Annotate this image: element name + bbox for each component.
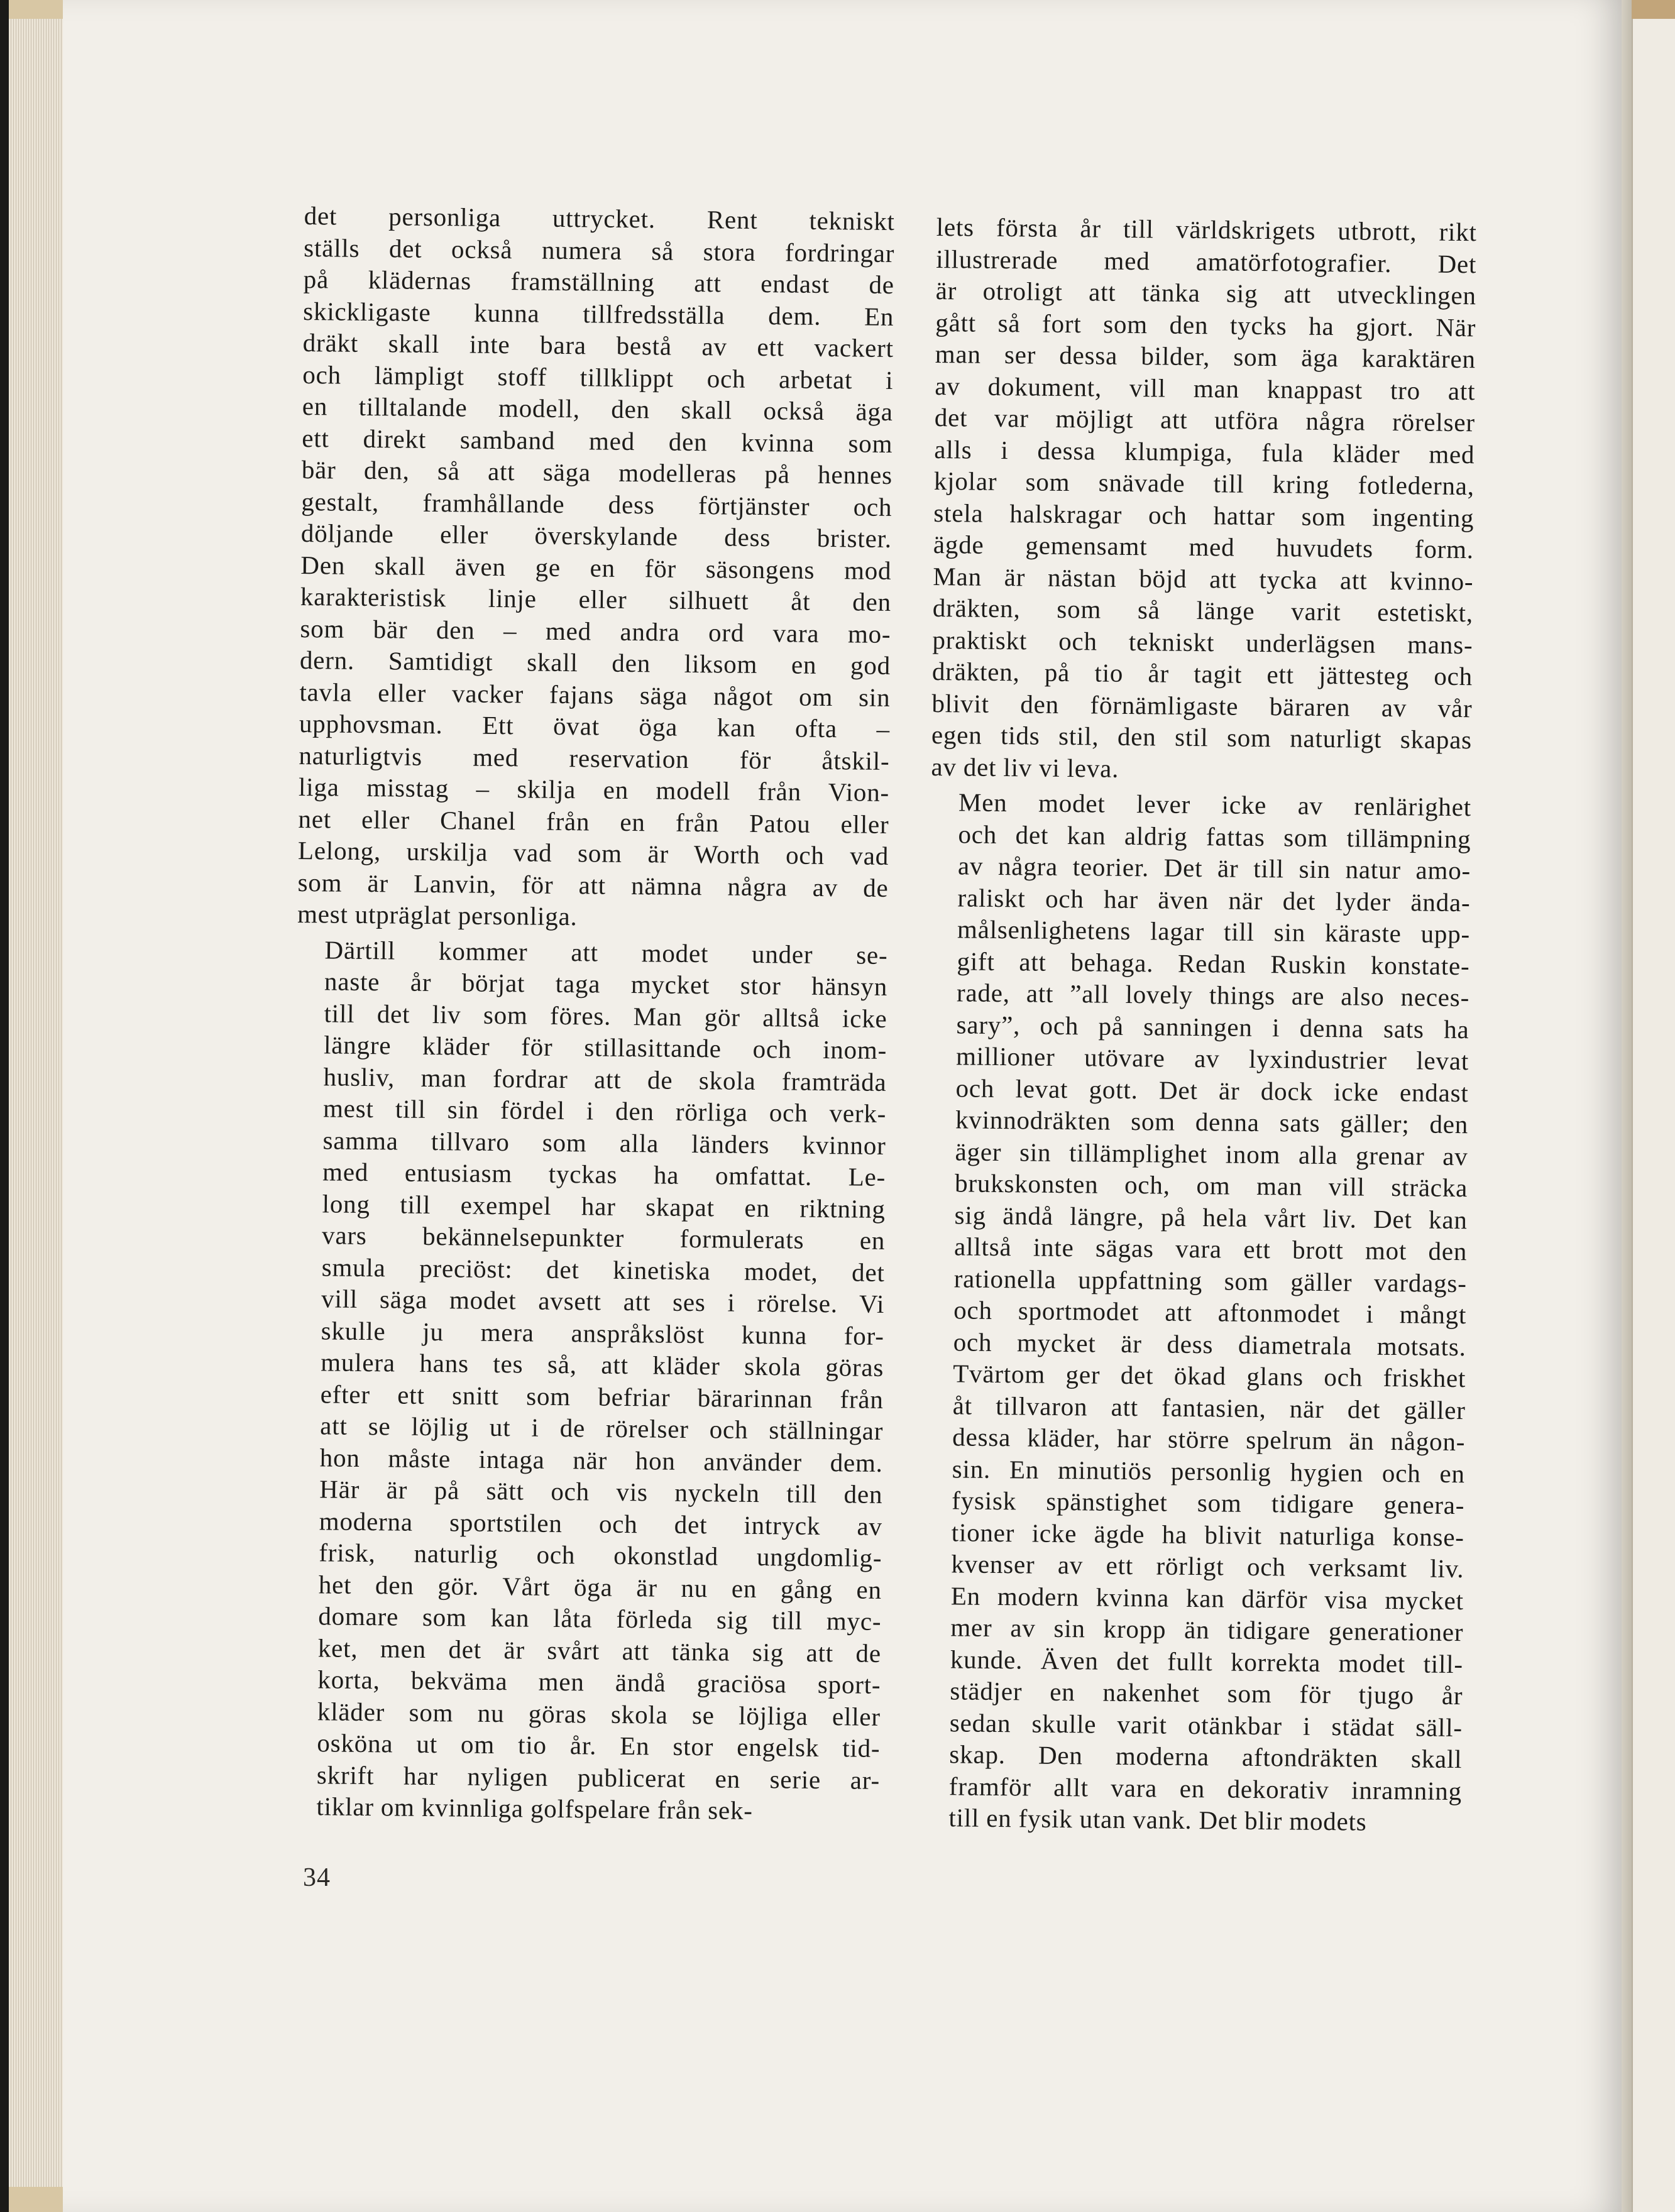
text-line: Därtill kommer att modet under se- (324, 934, 888, 970)
text-line: skap. Den moderna aftondräkten skall (949, 1739, 1463, 1774)
text-line: tiklar om kvinnliga golfspelare från sek- (316, 1792, 753, 1825)
text-line: som bär den – med andra ord vara mo- (300, 613, 891, 649)
paragraph (288, 933, 888, 1827)
text-line: karakteristisk linje eller silhuett åt den (300, 581, 892, 616)
text-line: mer av sin kropp än tidigare generationer (950, 1612, 1464, 1647)
text-line: målsenlighetens lagar till sin käraste upp- (957, 914, 1471, 949)
text-line: hon måste intaga när hon använder dem. (319, 1442, 883, 1477)
text-line: dräkten, på tio år tagit ett jättesteg och (931, 656, 1473, 691)
text-line: samma tillvaro som alla länders kvinnor (322, 1125, 886, 1160)
text-line: skulle ju mera anspråkslöst kunna for- (321, 1315, 884, 1350)
text-line: av det liv vi leva. (931, 752, 1119, 783)
text-line: kläder som nu göras skola se löjliga eller (317, 1696, 881, 1731)
text-line: ägde gemensamt med huvudets form. (933, 529, 1475, 564)
text-line: praktiskt och tekniskt underlägsen mans- (932, 625, 1473, 659)
text-line: det personliga uttrycket. Rent tekniskt (304, 200, 895, 236)
text-line: upphovsman. Ett övat öga kan ofta – (299, 708, 891, 743)
text-line: mulera hans tes så, att kläder skola göras (321, 1347, 884, 1382)
text-line: är otroligt att tänka sig att utvecklingen (935, 275, 1476, 310)
text-line: Man är nästan böjd att tycka att kvinno- (933, 561, 1474, 596)
text-line: dern. Samtidigt skall den liksom en god (299, 645, 891, 680)
text-line: av dokument, vill man knappast tro att (935, 371, 1476, 405)
text-line: Här är på sätt och vis nyckeln till den (319, 1474, 883, 1509)
text-line: efter ett snitt som befriar bärarinnan från (320, 1379, 884, 1414)
text-line: egen tids stil, den stil som naturligt skapas (931, 720, 1473, 755)
text-line: ett direkt samband med den kvinna som (302, 423, 893, 458)
text-line: av några teorier. Det är till sin natur amo- (957, 851, 1471, 885)
text-line: skickligaste kunna tillfredsställa dem. En (303, 296, 894, 331)
text-line: att se löjlig ut i de rörelser och ställningar (320, 1411, 884, 1445)
text-line: Men modet lever icke av renlärighet (958, 787, 1472, 822)
text-line: moderna sportstilen och det intryck av (319, 1506, 883, 1541)
text-line: net eller Chanel från en från Patou eller (298, 804, 889, 839)
text-line: tioner icke ägde ha blivit naturliga konse- (951, 1517, 1465, 1552)
text-line: sin. En minutiös personlig hygien och en (952, 1454, 1465, 1488)
text-line: bär den, så att säga modelleras på hennes (301, 454, 893, 490)
text-line: gestalt, framhållande dess förtjänster och (301, 486, 892, 522)
text-line: och sportmodet att aftonmodet i mångt (953, 1295, 1467, 1330)
text-line: mest till sin fördel i den rörliga och verk- (322, 1093, 887, 1128)
text-line: osköna ut om tio år. En stor engelsk tid- (317, 1728, 881, 1763)
text-line: längre kläder för stillasittande och inom- (323, 1030, 887, 1065)
text-line: raliskt och har även när det lyder ända- (957, 882, 1471, 917)
paragraph (297, 200, 895, 935)
text-line: Den skall även ge en för säsongens mod (300, 550, 892, 585)
text-line: tavla eller vacker fajans säga något om sin (299, 677, 891, 712)
text-line: ställs det också numera så stora fordringar (304, 233, 895, 268)
text-line: sedan skulle varit otänkbar i städat säll- (949, 1707, 1463, 1742)
text-line: illustrerade med amatörfotografier. Det (936, 244, 1477, 278)
text-line: kjolar som snävade till kring fotlederna, (933, 466, 1475, 501)
text-line: domare som kan låta förleda sig till myc- (318, 1601, 882, 1636)
text-line: framför allt vara en dekorativ inramning (948, 1771, 1463, 1805)
text-line: smula preciöst: det kinetiska modet, det (321, 1252, 885, 1287)
page-number: 34 (303, 1863, 331, 1892)
text-line: och mycket är dess diametrala motsats. (953, 1327, 1466, 1361)
text-line: på klädernas framställning att endast de (303, 264, 894, 300)
text-line: sig ändå längre, på hela vårt liv. Det kan (954, 1200, 1468, 1234)
facing-page-edge (1632, 19, 1675, 2212)
left-text-column (288, 200, 895, 1827)
text-line: dessa kläder, har större spelrum än någon- (952, 1422, 1466, 1457)
text-line: naturligtvis med reservation för åtskil- (299, 740, 890, 775)
text-line: vars bekännelsepunkter formulerats en (321, 1220, 886, 1255)
text-line: med entusiasm tyckas ha omfattat. Le- (322, 1157, 886, 1191)
text-line: dräkt skall inte bara bestå av ett vackert (302, 327, 894, 363)
text-line: en tilltalande modell, den skall också äga (302, 391, 894, 427)
text-line: long till exempel har skapat en riktning (322, 1188, 886, 1224)
text-line: alltså inte sägas vara ett brott mot den (953, 1232, 1468, 1266)
text-line: till det liv som föres. Man gör alltså icke (324, 998, 887, 1033)
text-line: till en fysik utan vank. Det blir modets (948, 1803, 1367, 1836)
text-line: gift att behaga. Redan Ruskin konstate- (957, 946, 1470, 980)
text-line: het den gör. Vårt öga är nu en gång en (318, 1569, 882, 1604)
book-spine (0, 0, 9, 2212)
text-line: gått så fort som den tycks ha gjort. När (935, 307, 1476, 342)
text-line: ket, men det är svårt att tänka sig att de (317, 1633, 882, 1668)
text-line: husliv, man fordrar att de skola framträda (323, 1061, 887, 1097)
text-line: som är Lanvin, för att nämna några av de (297, 867, 889, 902)
text-line: äger sin tillämplighet inom alla grenar av (955, 1136, 1468, 1171)
text-line: rationella uppfattning som gäller vardags- (953, 1263, 1467, 1298)
text-line: naste år börjat taga mycket stor hänsyn (324, 966, 888, 1001)
text-line: millioner utövare av lyxindustrier levat (955, 1041, 1469, 1076)
text-line: och levat gott. Det är dock icke endast (955, 1073, 1469, 1107)
text-line: kvinnodräkten som denna sats gäller; den (955, 1105, 1469, 1139)
text-line: skrift har nyligen publicerat en serie ar- (316, 1760, 881, 1795)
text-line: brukskonsten och, om man vill sträcka (954, 1168, 1468, 1203)
text-line: lets första år till världskrigets utbrott, rikt (936, 212, 1477, 247)
text-line: städjer en nakenhet som för tjugo år (950, 1676, 1463, 1711)
text-line: liga misstag – skilja en modell från Vion- (298, 772, 890, 807)
text-line: fysisk spänstighet som tidigare genera- (952, 1486, 1465, 1520)
text-line: blivit den förnämligaste bäraren av vår (931, 688, 1473, 723)
page-edges-left (9, 19, 63, 2187)
text-line: och lämpligt stoff tillklippt och arbetat i (302, 359, 894, 395)
text-line: frisk, naturlig och okonstlad ungdomlig- (319, 1538, 882, 1572)
paragraph (921, 786, 1471, 1839)
text-line: En modern kvinna kan därför visa mycket (950, 1580, 1464, 1615)
text-line: det var möjligt att utföra några rörelser (934, 402, 1476, 437)
text-line: stela halskragar och hattar som ingenting (933, 498, 1475, 532)
text-line: man ser dessa bilder, som äga karaktären (935, 339, 1476, 374)
text-line: sary”, och på sanningen i denna sats ha (956, 1009, 1469, 1044)
text-line: och det kan aldrig fattas som tillämpning (958, 819, 1471, 853)
text-line: Tvärtom ger det ökad glans och friskhet (953, 1359, 1466, 1393)
text-line: rade, att ”all lovely things are also neces- (956, 978, 1470, 1012)
paragraph (931, 211, 1477, 787)
text-line: dräkten, som så länge varit estetiskt, (932, 593, 1474, 628)
text-line: mest utpräglat personliga. (297, 899, 578, 931)
text-line: Lelong, urskilja vad som är Worth och vad (297, 835, 889, 870)
right-text-column (921, 211, 1477, 1839)
text-line: alls i dessa klumpiga, fula kläder med (934, 434, 1475, 469)
text-line: kunde. Även det fullt korrekta modet till- (950, 1644, 1464, 1678)
text-line: åt tillvaron att fantasien, när det gäller (952, 1390, 1466, 1425)
text-line: korta, bekväma men ändå graciösa sport- (317, 1665, 881, 1699)
text-line: döljande eller överskylande dess brister. (300, 518, 892, 553)
text-line: vill säga modet avsett att ses i rörelse. Vi (321, 1284, 885, 1318)
text-line: kvenser av ett rörligt och verksamt liv. (951, 1549, 1464, 1584)
